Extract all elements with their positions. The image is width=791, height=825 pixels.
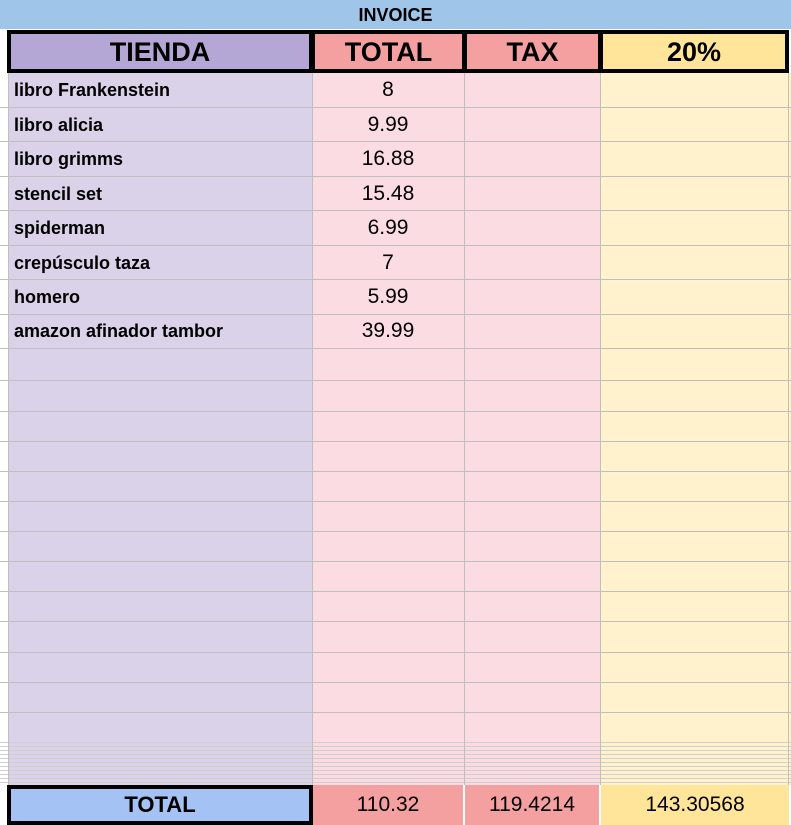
grid-row-line bbox=[0, 770, 791, 771]
grid-row-line bbox=[0, 712, 791, 713]
grid-row-line bbox=[0, 742, 791, 743]
footer-total-value[interactable]: 110.32 bbox=[313, 785, 463, 825]
item-name[interactable]: libro alicia bbox=[14, 115, 104, 135]
item-name[interactable]: amazon afinador tambor bbox=[14, 321, 224, 341]
item-total[interactable]: 16.88 bbox=[361, 147, 415, 170]
grid-row-line bbox=[0, 774, 791, 775]
item-total[interactable]: 9.99 bbox=[367, 113, 409, 136]
item-total[interactable]: 15.48 bbox=[361, 182, 415, 205]
grid-row-line bbox=[0, 758, 791, 759]
grid-column-line bbox=[8, 73, 9, 785]
grid-row-line bbox=[0, 750, 791, 751]
grid-row-line bbox=[0, 471, 791, 472]
item-name[interactable]: libro Frankenstein bbox=[14, 80, 171, 100]
footer-percent-value[interactable]: 143.30568 bbox=[601, 785, 789, 825]
grid-row-line bbox=[0, 652, 791, 653]
grid-row-line bbox=[0, 762, 791, 763]
grid-row-line bbox=[0, 501, 791, 502]
grid-column-line bbox=[464, 73, 465, 785]
grid-row-line bbox=[0, 778, 791, 779]
grid-row-line bbox=[0, 682, 791, 683]
header-total[interactable]: TOTAL bbox=[311, 30, 466, 73]
header-tax[interactable]: TAX bbox=[463, 30, 602, 73]
grid-row-line bbox=[0, 380, 791, 381]
item-total[interactable]: 5.99 bbox=[367, 285, 409, 308]
percent-column bbox=[600, 73, 791, 785]
grid-row-line bbox=[0, 766, 791, 767]
grid-row-line bbox=[0, 411, 791, 412]
footer-total-label[interactable]: TOTAL bbox=[7, 785, 313, 825]
item-total[interactable]: 39.99 bbox=[361, 319, 415, 342]
item-name[interactable]: stencil set bbox=[14, 184, 103, 204]
grid-row-line bbox=[0, 621, 791, 622]
grid-row-line bbox=[0, 591, 791, 592]
header-tienda[interactable]: TIENDA bbox=[7, 30, 313, 73]
grid-row-line bbox=[0, 746, 791, 747]
grid-row-line bbox=[0, 782, 791, 783]
tax-column bbox=[464, 73, 600, 785]
grid-column-line bbox=[788, 73, 789, 785]
item-name[interactable]: homero bbox=[14, 287, 81, 307]
grid-row-line bbox=[0, 441, 791, 442]
grid-row-line bbox=[0, 754, 791, 755]
item-name[interactable]: libro grimms bbox=[14, 149, 124, 169]
item-total[interactable]: 6.99 bbox=[367, 216, 409, 239]
item-total[interactable]: 8 bbox=[382, 78, 394, 101]
item-name[interactable]: spiderman bbox=[14, 218, 106, 238]
footer-tax-value[interactable]: 119.4214 bbox=[465, 785, 599, 825]
grid-row-line bbox=[0, 531, 791, 532]
header-percent[interactable]: 20% bbox=[599, 30, 789, 73]
grid-row-line bbox=[0, 561, 791, 562]
grid-row-line bbox=[0, 348, 791, 349]
grid-column-line bbox=[600, 73, 601, 785]
item-total[interactable]: 7 bbox=[382, 251, 394, 274]
item-name[interactable]: crepúsculo taza bbox=[14, 253, 151, 273]
invoice-title: INVOICE bbox=[0, 0, 791, 29]
